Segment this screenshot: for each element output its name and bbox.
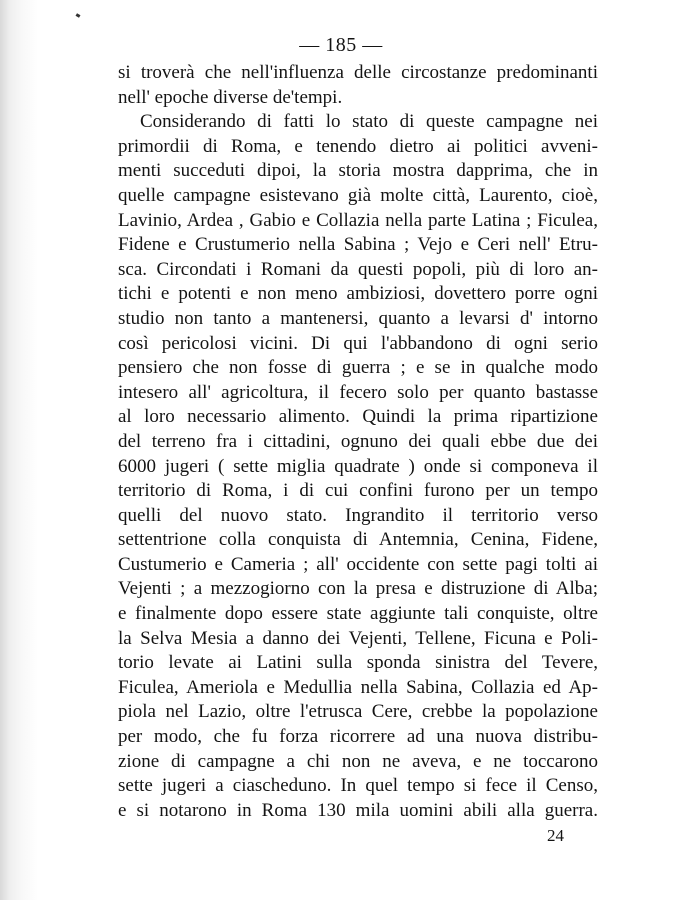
- text-line: tichi e potenti e non meno ambiziosi, dovettero porre ogni: [118, 283, 598, 305]
- text-line: si troverà che nell'influenza delle circostanze predominanti: [118, 62, 598, 83]
- text-line: pensiero che non fosse di guerra ; e se in qualche modo: [118, 357, 598, 379]
- text-line: primordii di Roma, e tenendo dietro ai politici avveni-: [118, 135, 598, 157]
- text-line: nell' epoche diverse de'tempi.: [118, 86, 343, 108]
- text-line: Considerando di fatti lo stato di queste campagne nei: [140, 111, 598, 133]
- text-line: la Selva Mesia a danno dei Vejenti, Tellene, Ficuna e Poli-: [118, 627, 598, 649]
- text-line: menti succeduti dipoi, la storia mostra dapprima, che in: [118, 160, 598, 182]
- text-line: del terreno fra i cittadini, ognuno dei quali ebbe due dei: [118, 430, 598, 452]
- ink-speck: [76, 13, 81, 18]
- text-line: Vejenti ; a mezzogiorno con la presa e distruzione di Alba;: [118, 578, 598, 600]
- signature-mark: 24: [547, 826, 564, 845]
- text-line: studio non tanto a mantenersi, quanto a levarsi d' intorno: [118, 307, 598, 329]
- text-line: piola nel Lazio, oltre l'etrusca Cere, crebbe la popolazione: [118, 701, 598, 723]
- text-line: settentrione colla conquista di Antemnia, Cenina, Fidene,: [118, 529, 598, 551]
- text-line: 6000 jugeri ( sette miglia quadrate ) onde si componeva il: [118, 455, 598, 477]
- text-line: così pericolosi vicini. Di qui l'abbandono di ogni serio: [118, 332, 598, 354]
- text-line: per modo, che fu forza ricorrere ad una nuova distribu-: [118, 726, 598, 748]
- text-line: quelle campagne esistevano già molte città, Laurento, cioè,: [118, 184, 598, 206]
- body-text: [118, 61, 598, 823]
- text-line: e si notarono in Roma 130 mila uomini abili alla guerra.: [118, 799, 598, 821]
- text-line: sette jugeri a ciascheduno. In quel tempo si fece il Censo,: [118, 775, 598, 797]
- text-line: al loro necessario alimento. Quindi la prima ripartizione: [118, 406, 598, 428]
- text-line: Custumerio e Cameria ; all' occidente con sette pagi tolti ai: [118, 553, 598, 575]
- text-line: e finalmente dopo essere state aggiunte tali conquiste, oltre: [118, 603, 598, 625]
- page-gutter-shadow: [0, 0, 38, 900]
- page-number: — 185 —: [299, 34, 383, 56]
- text-line: intesero all' agricoltura, il fecero solo per quanto bastasse: [118, 381, 598, 403]
- text-line: Lavinio, Ardea , Gabio e Collazia nella parte Latina ; Ficulea,: [118, 209, 598, 231]
- text-line: quelli del nuovo stato. Ingrandito il territorio verso: [118, 504, 598, 526]
- text-line: territorio di Roma, i di cui confini furono per un tempo: [118, 480, 598, 502]
- text-line: sca. Circondati i Romani da questi popoli, più di loro an-: [118, 258, 598, 280]
- text-line: zione di campagne a chi non ne aveva, e ne toccarono: [118, 750, 598, 772]
- text-line: torio levate ai Latini sulla sponda sinistra del Tevere,: [118, 652, 598, 674]
- text-line: Fidene e Crustumerio nella Sabina ; Vejo e Ceri nell' Etru-: [118, 234, 598, 256]
- text-line: Ficulea, Ameriola e Medullia nella Sabina, Collazia ed Ap-: [118, 676, 598, 698]
